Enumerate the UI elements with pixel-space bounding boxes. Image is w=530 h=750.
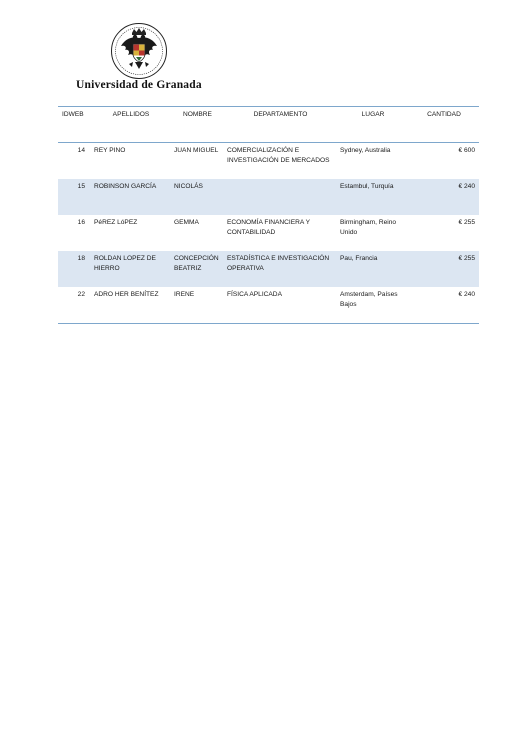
cell-cantidad: € 240 xyxy=(409,287,479,324)
column-header-idweb: IDWEB xyxy=(58,107,91,143)
cell-apellidos: ROLDAN LOPEZ DE HIERRO xyxy=(91,251,171,287)
grants-table xyxy=(58,106,479,324)
cell-apellidos: ADRO HER BENÍTEZ xyxy=(91,287,171,324)
university-crest-icon xyxy=(110,22,168,80)
column-header-departamento: DEPARTAMENTO xyxy=(224,107,337,143)
cell-lugar: Pau, Francia xyxy=(337,251,409,287)
cell-nombre: IRENE xyxy=(171,287,224,324)
cell-idweb: 14 xyxy=(77,147,85,154)
table-row xyxy=(58,179,479,215)
cell-nombre: CONCEPCIÓN BEATRIZ xyxy=(171,251,224,287)
table-row xyxy=(58,143,479,180)
cell-idweb: 22 xyxy=(58,287,91,324)
table-row xyxy=(58,287,479,324)
cell-departamento xyxy=(224,179,337,215)
column-header-nombre: NOMBRE xyxy=(171,107,224,143)
cell-apellidos: REY PINO xyxy=(94,147,126,154)
table-row xyxy=(58,215,479,251)
column-header-apellidos: APELLIDOS xyxy=(91,107,171,143)
cell-cantidad: € 255 xyxy=(409,251,479,287)
cell-idweb: 16 xyxy=(77,219,85,226)
table-header-row xyxy=(58,107,479,143)
column-header-lugar: LUGAR xyxy=(337,107,409,143)
cell-apellidos: PéREZ LóPEZ xyxy=(94,219,138,226)
cell-departamento: COMERCIALIZACIÓN E INVESTIGACIÓN DE MERCADOS xyxy=(227,147,330,164)
cell-lugar: Birmingham, Reino Unido xyxy=(340,219,397,236)
cell-nombre: GEMMA xyxy=(174,219,199,226)
cell-departamento: FÍSICA APLICADA xyxy=(224,287,337,324)
cell-lugar: Amsterdam, Países Bajos xyxy=(337,287,409,324)
table-row xyxy=(58,251,479,287)
cell-lugar: Estambul, Turquía xyxy=(337,179,409,215)
cell-cantidad: € 240 xyxy=(409,179,479,215)
cell-nombre: NICOLÁS xyxy=(171,179,224,215)
cell-departamento: ECONOMÍA FINANCIERA Y CONTABILIDAD xyxy=(227,219,310,236)
cell-cantidad: € 600 xyxy=(458,147,475,154)
cell-cantidad: € 255 xyxy=(458,219,475,226)
cell-lugar: Sydney, Australia xyxy=(340,147,391,154)
cell-apellidos: ROBINSON GARCÍA xyxy=(91,179,171,215)
cell-nombre: JUAN MIGUEL xyxy=(174,147,219,154)
column-header-cantidad: CANTIDAD xyxy=(409,107,479,143)
university-name: Universidad de Granada xyxy=(76,79,202,91)
cell-departamento: ESTADÍSTICA E INVESTIGACIÓN OPERATIVA xyxy=(224,251,337,287)
cell-idweb: 15 xyxy=(58,179,91,215)
cell-idweb: 18 xyxy=(58,251,91,287)
